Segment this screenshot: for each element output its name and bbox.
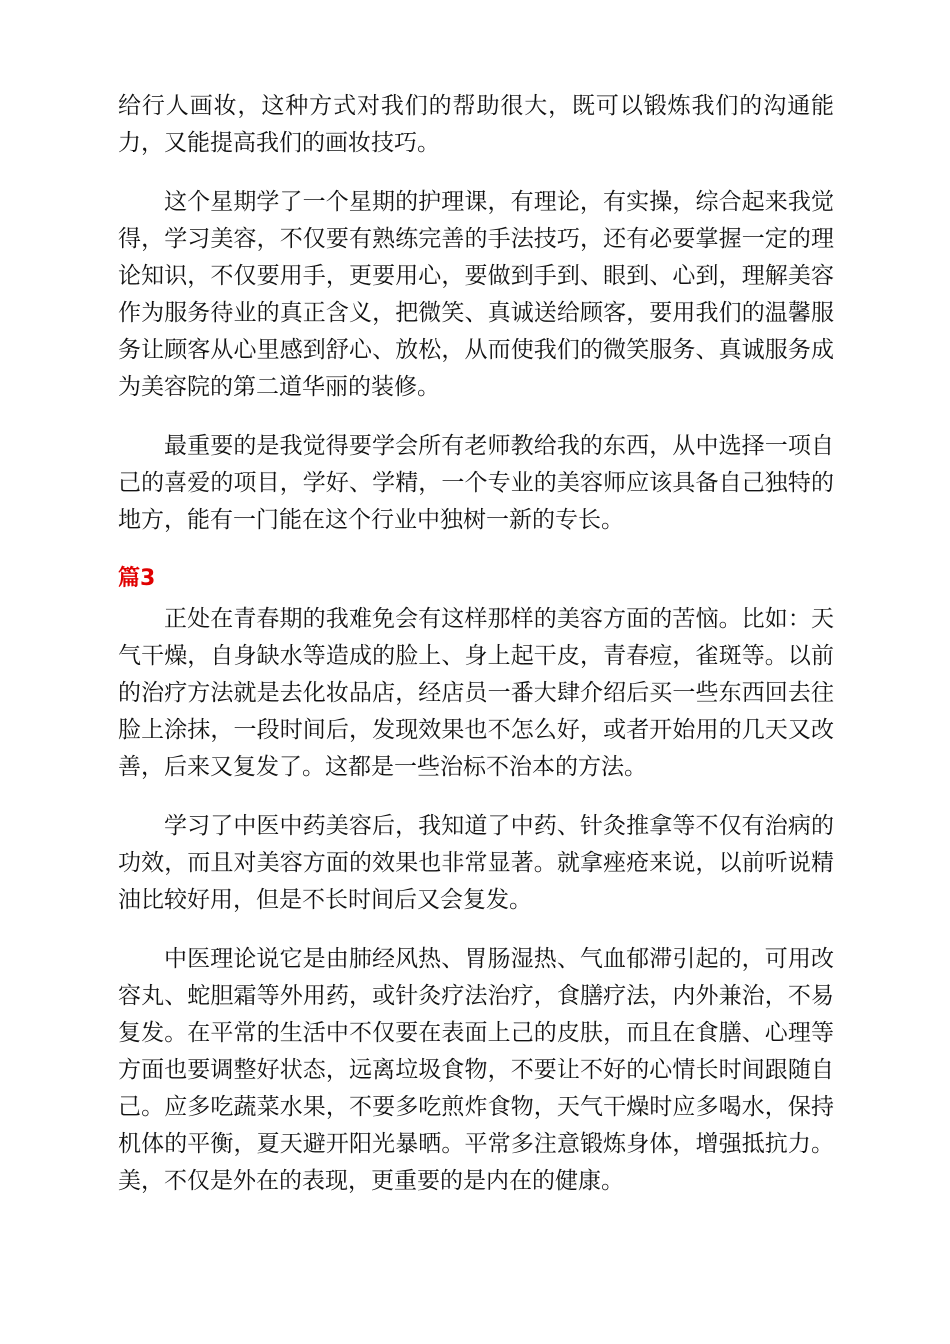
paragraph-nursing-course: 这个星期学了一个星期的护理课，有理论，有实操，综合起来我觉得，学习美容，不仅要有熟练完善的手法技巧，还有必要掌握一定的理论知识，不仅要用手，更要用心，要做到手到、眼到、心到，理解美容作为服务待业的真正含义，把微笑、真诚送给顾客，要用我们的温馨服务让顾客从心里感到舒心、放松，从而使我们的微笑服务、真诚服务成为美容院的第二道华丽的装修。: [118, 189, 834, 400]
paragraph-chinese-medicine: 学习了中医中药美容后，我知道了中药、针灸推拿等不仅有治病的功效，而且对美容方面的效果也非常显著。就拿痤疮来说，以前听说精油比较好用，但是不长时间后又会复发。: [118, 813, 834, 913]
paragraph-theory: 中医理论说它是由肺经风热、胃肠湿热、气血郁滞引起的，可用改容丸、蛇胆霜等外用药，或针灸疗法治疗，食膳疗法，内外兼治，不易复发。在平常的生活中不仅要在表面上己的皮肤，而且在食膳、心理等方面也要调整好状态，远离垃圾食物，不要让不好的心情长时间跟随自己。应多吃蔬菜水果，不要多吃煎炸食物，天气干燥时应多喝水，保持机体的平衡，夏天避开阳光暴晒。平常多注意锻炼身体，增强抵抗力。美，不仅是外在的表现，更重要的是内在的健康。: [118, 946, 834, 1194]
paragraph-adolescence: 正处在青春期的我难免会有这样那样的美容方面的苦恼。比如：天气干燥，自身缺水等造成的脸上、身上起干皮，青春痘，雀斑等。以前的治疗方法就是去化妆品店，经店员一番大肆介绍后买一些东西回去往脸上涂抹，一段时间后，发现效果也不怎么好，或者开始用的几天又改善，后来又复发了。这都是一些治标不治本的方法。: [118, 606, 834, 780]
paragraph-most-important: 最重要的是我觉得要学会所有老师教给我的东西，从中选择一项自己的喜爱的项目，学好、学精，一个专业的美容师应该具备自己独特的地方，能有一门能在这个行业中独树一新的专长。: [118, 433, 834, 533]
section-heading: 篇3: [118, 566, 156, 591]
document-page: [118, 88, 834, 1222]
paragraph-continued: 给行人画妆，这种方式对我们的帮助很大，既可以锻炼我们的沟通能力，又能提高我们的画妆技巧。: [118, 93, 834, 156]
